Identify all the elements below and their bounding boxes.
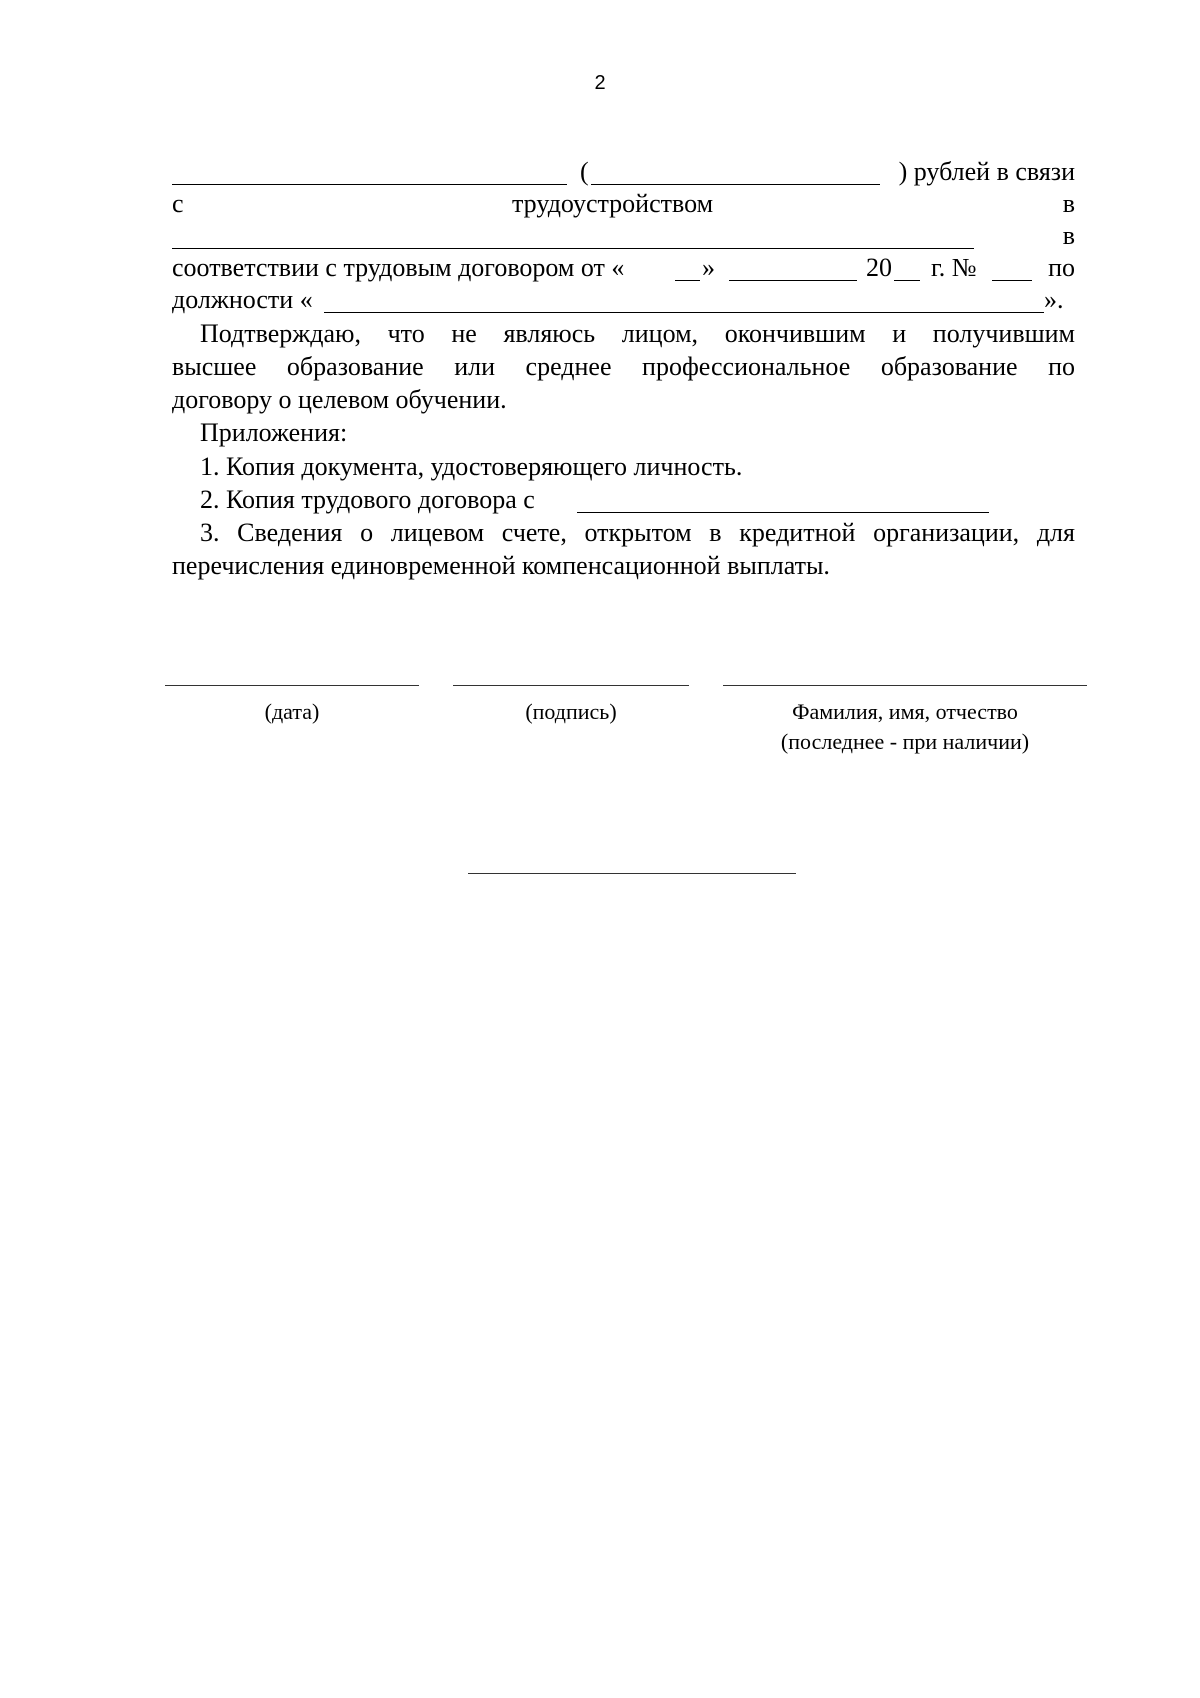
employer-line (172, 220, 1075, 252)
full-name-line[interactable] (723, 685, 1087, 686)
employer-blank[interactable] (172, 248, 974, 249)
amount-words-blank[interactable] (591, 184, 880, 185)
employment-word: трудоустройством (512, 189, 714, 218)
quote-close: » (702, 253, 715, 282)
contract-line (172, 252, 1075, 284)
full-name-label (723, 697, 1087, 757)
year-blank[interactable] (894, 280, 920, 281)
open-paren: ( (580, 157, 589, 186)
attachment-1: 1. Копия документа, удостоверяющего личность. (200, 452, 743, 481)
amount-figures-blank[interactable] (172, 184, 567, 185)
number-label: г. № (931, 253, 977, 282)
confirm-line-2: высшее образование или среднее профессиональное образование по (172, 352, 1075, 381)
full-name-label-line-1: Фамилия, имя, отчество (792, 699, 1018, 724)
contract-number-blank[interactable] (992, 280, 1032, 281)
page-number: 2 (594, 72, 606, 94)
month-blank[interactable] (729, 280, 857, 281)
position-blank[interactable] (324, 312, 1044, 313)
confirm-line-1: Подтверждаю, что не являюсь лицом, окончившим и получившим (200, 319, 1075, 348)
prep-v: в (1062, 189, 1075, 218)
prep-v-2: в (1062, 221, 1075, 250)
contract-lead: соответствии с трудовым договором от « (172, 253, 625, 282)
employment-line (172, 188, 1075, 220)
full-name-label-line-2: (последнее - при наличии) (780, 729, 1030, 754)
date-line[interactable] (165, 685, 419, 686)
position-end: ». (1044, 285, 1064, 314)
attachment-2 (200, 484, 1075, 516)
attachments-title: Приложения: (200, 418, 348, 447)
position-line (172, 284, 1075, 316)
signature-label: (подпись) (525, 699, 617, 724)
year-prefix: 20 (866, 253, 892, 282)
prep-s: с (172, 189, 184, 218)
date-label: (дата) (264, 699, 320, 724)
employer-name-blank[interactable] (577, 512, 989, 513)
attachment-2-text: 2. Копия трудового договора с (200, 485, 535, 514)
amount-line (172, 156, 1075, 188)
attachment-3-line-1: 3. Сведения о лицевом счете, открытом в кредитной организации, для (200, 518, 1075, 547)
position-lead: должности « (172, 285, 313, 314)
rubles-text: ) рублей в связи (898, 157, 1075, 186)
attachment-3-line-2: перечисления единовременной компенсационной выплаты. (172, 551, 830, 580)
separator-line (468, 873, 796, 874)
signature-line[interactable] (453, 685, 689, 686)
confirm-line-3: договору о целевом обучении. (172, 385, 507, 414)
day-blank[interactable] (675, 280, 700, 281)
prep-po: по (1048, 253, 1075, 282)
